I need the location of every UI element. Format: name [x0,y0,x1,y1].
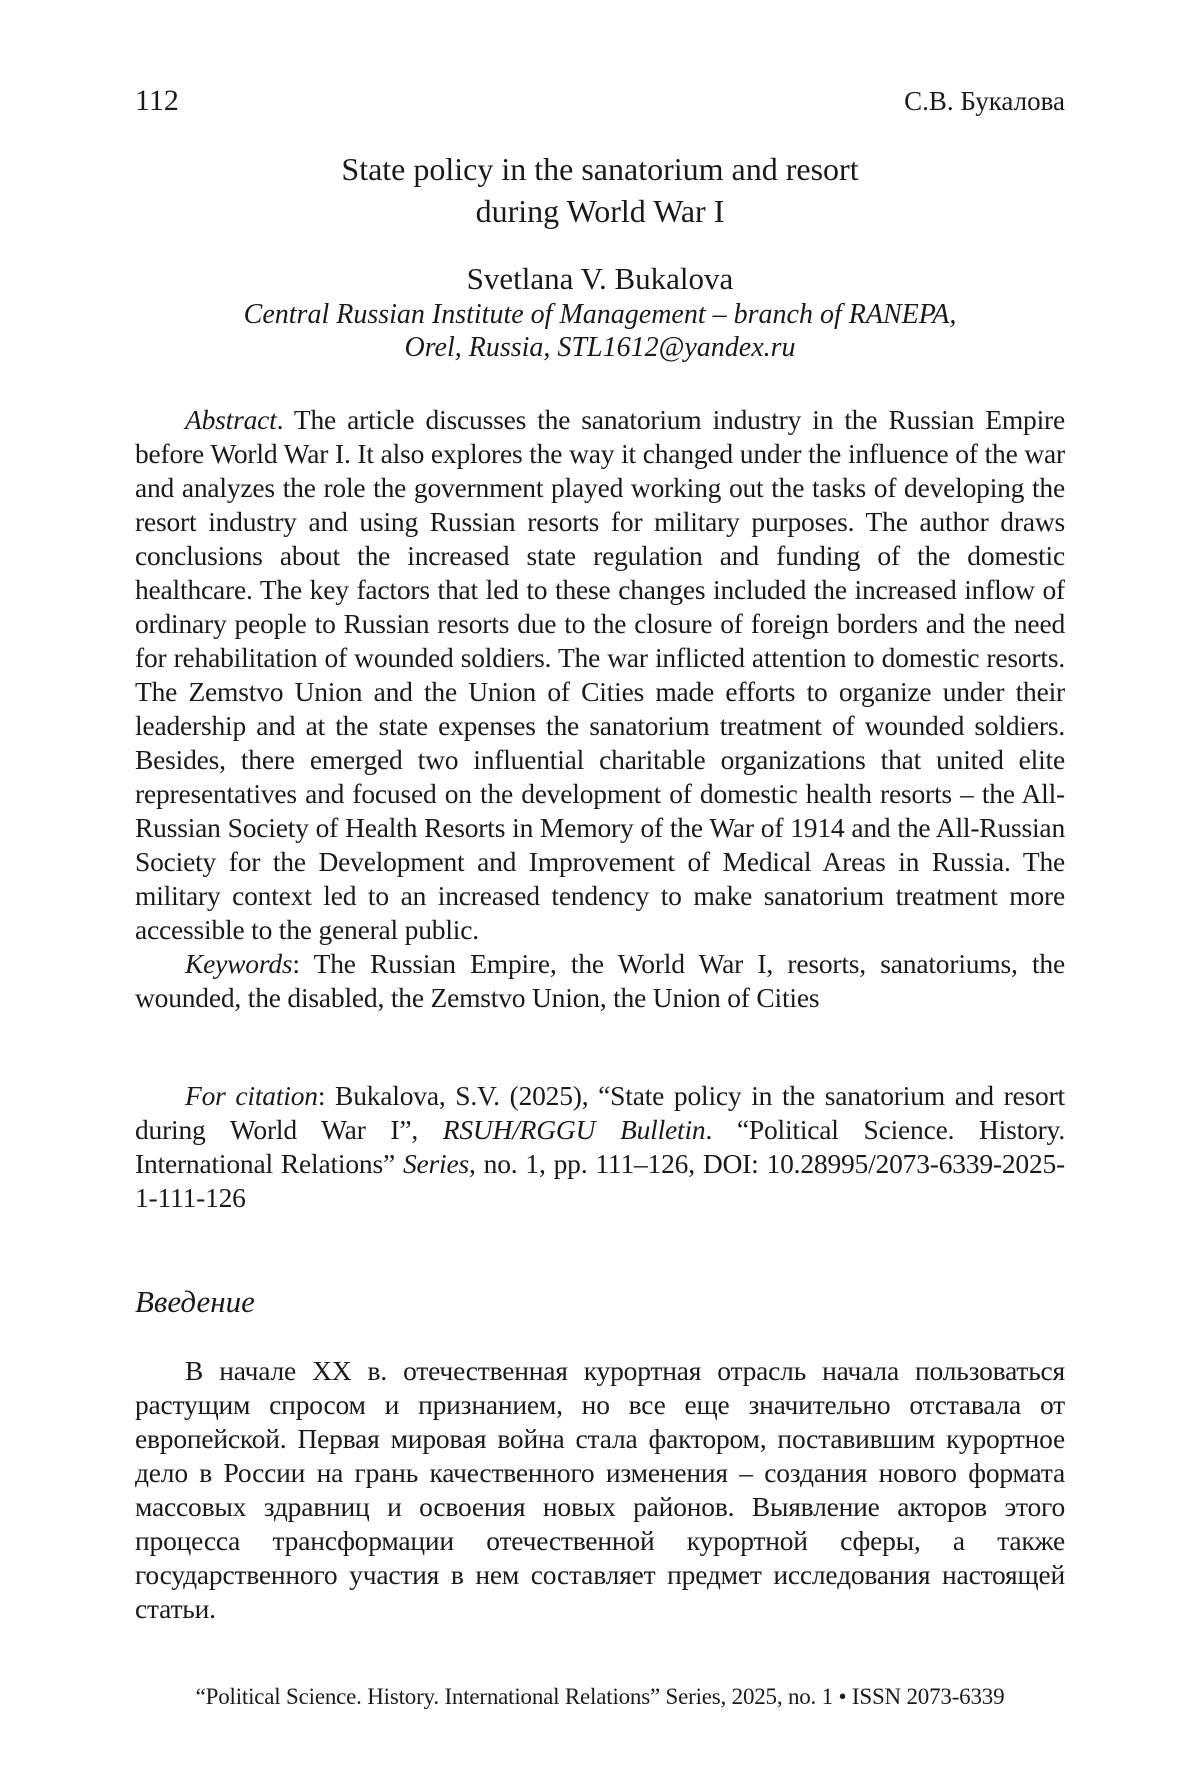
introduction-section [135,1354,1065,1626]
citation-series-word: Series [402,1148,469,1179]
journal-footer: “Political Science. History. International Relations” Series, 2025, no. 1 • ISSN 2073-6339 [195,1684,1005,1709]
page-number: 112 [135,84,179,117]
citation-label: For citation [185,1080,318,1111]
citation-journal-title: RSUH/RGGU Bulletin [442,1114,706,1145]
running-head [135,86,1065,116]
affiliation-email-line: Orel, Russia, STL1612@yandex.ru [404,332,796,363]
affiliation-line1: Central Russian Institute of Management – branch of RANEPA, [243,299,957,330]
citation-part3-doi: , no. 1, pp. 111–126, DOI: 10.28995/2073-6339-2025-1-111-126 [135,1148,1065,1213]
introduction-heading: Введение [135,1284,255,1319]
introduction-paragraph: В начале XX в. отечественная курортная отрасль начала пользоваться растущим спросом и признанием, но все еще значительно отставала от европейской. Первая мировая война стала фактором, поставившим курортное дело в России на грань качественного изменения – создания нового формата массовых здравниц и освоения новых районов. Выявление акторов этого процесса трансформации отечественной курортной сферы, а также государственного участия в нем составляет предмет исследования настоящей статьи. [135,1355,1065,1624]
running-head-author: С.В. Букалова [904,86,1065,116]
abstract-paragraph [135,403,1065,947]
article-title-line2: during World War I [475,193,725,229]
citation-part2: . “Political Science. History. International Relations” [135,1114,1065,1179]
citation-part1: : Bukalova, S.V. (2025), “State policy in the sanatorium and resort during World War I”, [135,1080,1065,1145]
abstract-label: Abstract [185,404,277,435]
citation-section [135,1079,1065,1215]
abstract-section [135,403,1065,1015]
article-title [135,148,1065,232]
citation-paragraph [135,1079,1065,1215]
keywords-paragraph [135,947,1065,1015]
author-name: Svetlana V. Bukalova [466,261,734,296]
article-title-line1: State policy in the sanatorium and resort [341,151,859,187]
abstract-text: . The article discusses the sanatorium industry in the Russian Empire before World War I. It also explores the way it changed under the influence of the war and analyzes the role the government played working out the tasks of developing the resort industry and using Russian resorts for military purposes. The author draws conclusions about the increased state regulation and funding of the domestic healthcare. The key factors that led to these changes included the increased inflow of ordinary people to Russian resorts due to the closure of foreign borders and the need for rehabilitation of wounded soldiers. The war inflicted attention to domestic resorts. The Zemstvo Union and the Union of Cities made efforts to organize under their leadership and at the state expenses the sanatorium treatment of wounded soldiers. Besides, there emerged two influential charitable organizations that united elite representatives and focused on the development of domestic health resorts – the All-Russian Society of Health Resorts in Memory of the War of 1914 and the All-Russian Society for the Development and Improvement of Medical Areas in Russia. The military context led to an increased tendency to make sanatorium treatment more accessible to the general public. [135,404,1065,945]
author-affiliation [135,298,1065,364]
keywords-text: : The Russian Empire, the World War I, resorts, sanatoriums, the wounded, the disabled, the Zemstvo Union, the Union of Cities [135,948,1065,1013]
keywords-label: Keywords [185,948,293,979]
